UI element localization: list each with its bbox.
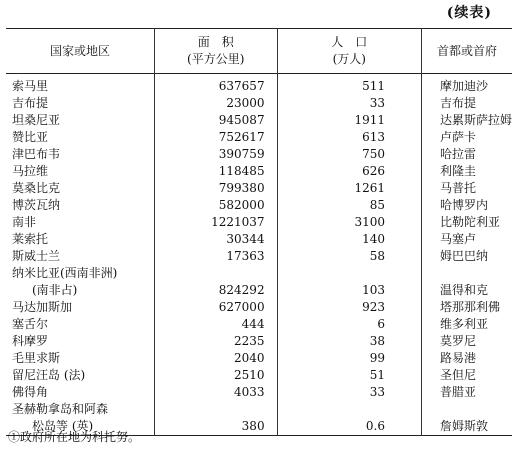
- area-cell: 4033: [154, 384, 277, 401]
- table-row: [6, 146, 512, 163]
- capital-cell: 哈拉雷: [421, 146, 512, 163]
- table-row: [6, 367, 512, 384]
- header-area-line2: (平方公里): [187, 52, 245, 66]
- area-cell: 17363: [154, 248, 277, 265]
- population-cell: 6: [277, 316, 421, 333]
- country-name: 马拉维: [12, 164, 49, 178]
- capital-cell: 利隆圭: [421, 163, 512, 180]
- country-cell: [6, 350, 154, 367]
- area-cell: 637657: [154, 74, 277, 96]
- country-name: 斯威士兰: [12, 249, 61, 263]
- population-cell: 103: [277, 265, 421, 299]
- table-row: [6, 163, 512, 180]
- population-cell: 85: [277, 197, 421, 214]
- population-cell: 3100: [277, 214, 421, 231]
- table-row: [6, 350, 512, 367]
- area-cell: 824292: [154, 265, 277, 299]
- capital-cell: 马塞卢: [421, 231, 512, 248]
- country-cell: [6, 333, 154, 350]
- area-cell: 1221037: [154, 214, 277, 231]
- population-cell: 626: [277, 163, 421, 180]
- country-name-line2: 松岛等 (英): [32, 419, 94, 433]
- area-cell: 2510: [154, 367, 277, 384]
- country-cell: [6, 384, 154, 401]
- header-population: [277, 29, 421, 74]
- country-cell: [6, 214, 154, 231]
- area-cell: 118485: [154, 163, 277, 180]
- population-cell: 51: [277, 367, 421, 384]
- country-cell: [6, 146, 154, 163]
- country-cell: [6, 163, 154, 180]
- country-name: 莱索托: [12, 232, 49, 246]
- capital-cell: 路易港: [421, 350, 512, 367]
- country-name: 津巴布韦: [12, 147, 61, 161]
- capital-cell: 普腊亚: [421, 384, 512, 401]
- population-cell: 750: [277, 146, 421, 163]
- country-name-line2: (南非占): [32, 283, 78, 297]
- population-cell: 613: [277, 129, 421, 146]
- population-cell: 511: [277, 74, 421, 96]
- population-cell: 1261: [277, 180, 421, 197]
- area-cell: 2235: [154, 333, 277, 350]
- area-cell: 444: [154, 316, 277, 333]
- table-row: [6, 265, 512, 299]
- population-cell: 1911: [277, 112, 421, 129]
- capital-cell: 卢萨卡: [421, 129, 512, 146]
- country-cell: [6, 197, 154, 214]
- header-area: [154, 29, 277, 74]
- capital-cell: 哈博罗内: [421, 197, 512, 214]
- header-country: 国家或地区: [49, 43, 110, 58]
- table-row: [6, 333, 512, 350]
- capital-cell: 温得和克: [421, 265, 512, 299]
- country-table: [6, 28, 512, 436]
- area-cell: 390759: [154, 146, 277, 163]
- country-cell: [6, 95, 154, 112]
- table-row: [6, 95, 512, 112]
- country-name: 莫桑比克: [12, 181, 61, 195]
- table-row: [6, 214, 512, 231]
- country-cell: [6, 316, 154, 333]
- country-cell: [6, 248, 154, 265]
- header-pop-line1: 人 口: [331, 35, 368, 49]
- capital-cell: 吉布提: [421, 95, 512, 112]
- area-cell: 582000: [154, 197, 277, 214]
- table-header-row: [6, 29, 512, 74]
- population-cell: 923: [277, 299, 421, 316]
- header-area-line1: 面 积: [197, 35, 234, 49]
- area-cell: 30344: [154, 231, 277, 248]
- country-cell: [6, 129, 154, 146]
- header-capital: 首都或首府: [421, 29, 512, 74]
- capital-cell: 姆巴巴纳: [421, 248, 512, 265]
- table-row: [6, 231, 512, 248]
- country-cell: [6, 180, 154, 197]
- population-cell: 99: [277, 350, 421, 367]
- table-row: [6, 74, 512, 96]
- country-name: 科摩罗: [12, 334, 49, 348]
- area-cell: 752617: [154, 129, 277, 146]
- area-cell: 380: [154, 401, 277, 436]
- country-name: 赞比亚: [12, 130, 49, 144]
- country-name: 坦桑尼亚: [12, 113, 61, 127]
- country-cell: [6, 367, 154, 384]
- table-row: [6, 197, 512, 214]
- country-name: 吉布提: [12, 96, 49, 110]
- continued-label: (续表): [446, 5, 492, 21]
- area-cell: 799380: [154, 180, 277, 197]
- capital-cell: 马普托: [421, 180, 512, 197]
- population-cell: 33: [277, 95, 421, 112]
- country-cell: [6, 74, 154, 96]
- country-cell: [6, 265, 154, 299]
- country-cell: [6, 299, 154, 316]
- country-name: 博茨瓦纳: [12, 198, 61, 212]
- country-name: 马达加斯加: [12, 300, 73, 314]
- area-cell: 627000: [154, 299, 277, 316]
- capital-cell: 比勒陀利亚: [421, 214, 512, 231]
- population-cell: 0.6: [277, 401, 421, 436]
- capital-cell: 圣但尼: [421, 367, 512, 384]
- country-cell: [6, 231, 154, 248]
- area-cell: 23000: [154, 95, 277, 112]
- table-row: [6, 129, 512, 146]
- country-name: 塞舌尔: [12, 317, 49, 331]
- population-cell: 140: [277, 231, 421, 248]
- capital-cell: 詹姆斯敦: [421, 401, 512, 436]
- footnote: ①政府所在地为科托努。: [8, 430, 141, 444]
- country-name: 圣赫勒拿岛和阿森: [12, 402, 109, 416]
- country-name: 留尼汪岛 (法): [12, 368, 86, 382]
- capital-cell: 塔那那利佛: [421, 299, 512, 316]
- capital-cell: 莫罗尼: [421, 333, 512, 350]
- capital-cell: 维多利亚: [421, 316, 512, 333]
- table-row: [6, 299, 512, 316]
- table-row: [6, 180, 512, 197]
- country-name: 南非: [12, 215, 37, 229]
- country-cell: [6, 112, 154, 129]
- header-pop-line2: (万人): [332, 52, 366, 66]
- country-name: 纳米比亚(西南非洲): [12, 266, 118, 280]
- country-name: 毛里求斯: [12, 351, 61, 365]
- table-row: [6, 384, 512, 401]
- capital-cell: 达累斯萨拉姆: [421, 112, 512, 129]
- population-cell: 38: [277, 333, 421, 350]
- area-cell: 945087: [154, 112, 277, 129]
- area-cell: 2040: [154, 350, 277, 367]
- table-row: [6, 112, 512, 129]
- capital-cell: 摩加迪沙: [421, 74, 512, 96]
- country-name: 佛得角: [12, 385, 49, 399]
- country-name: 索马里: [12, 79, 49, 93]
- population-cell: 58: [277, 248, 421, 265]
- table-row: [6, 316, 512, 333]
- table-body: [6, 74, 512, 436]
- table-row: [6, 248, 512, 265]
- population-cell: 33: [277, 384, 421, 401]
